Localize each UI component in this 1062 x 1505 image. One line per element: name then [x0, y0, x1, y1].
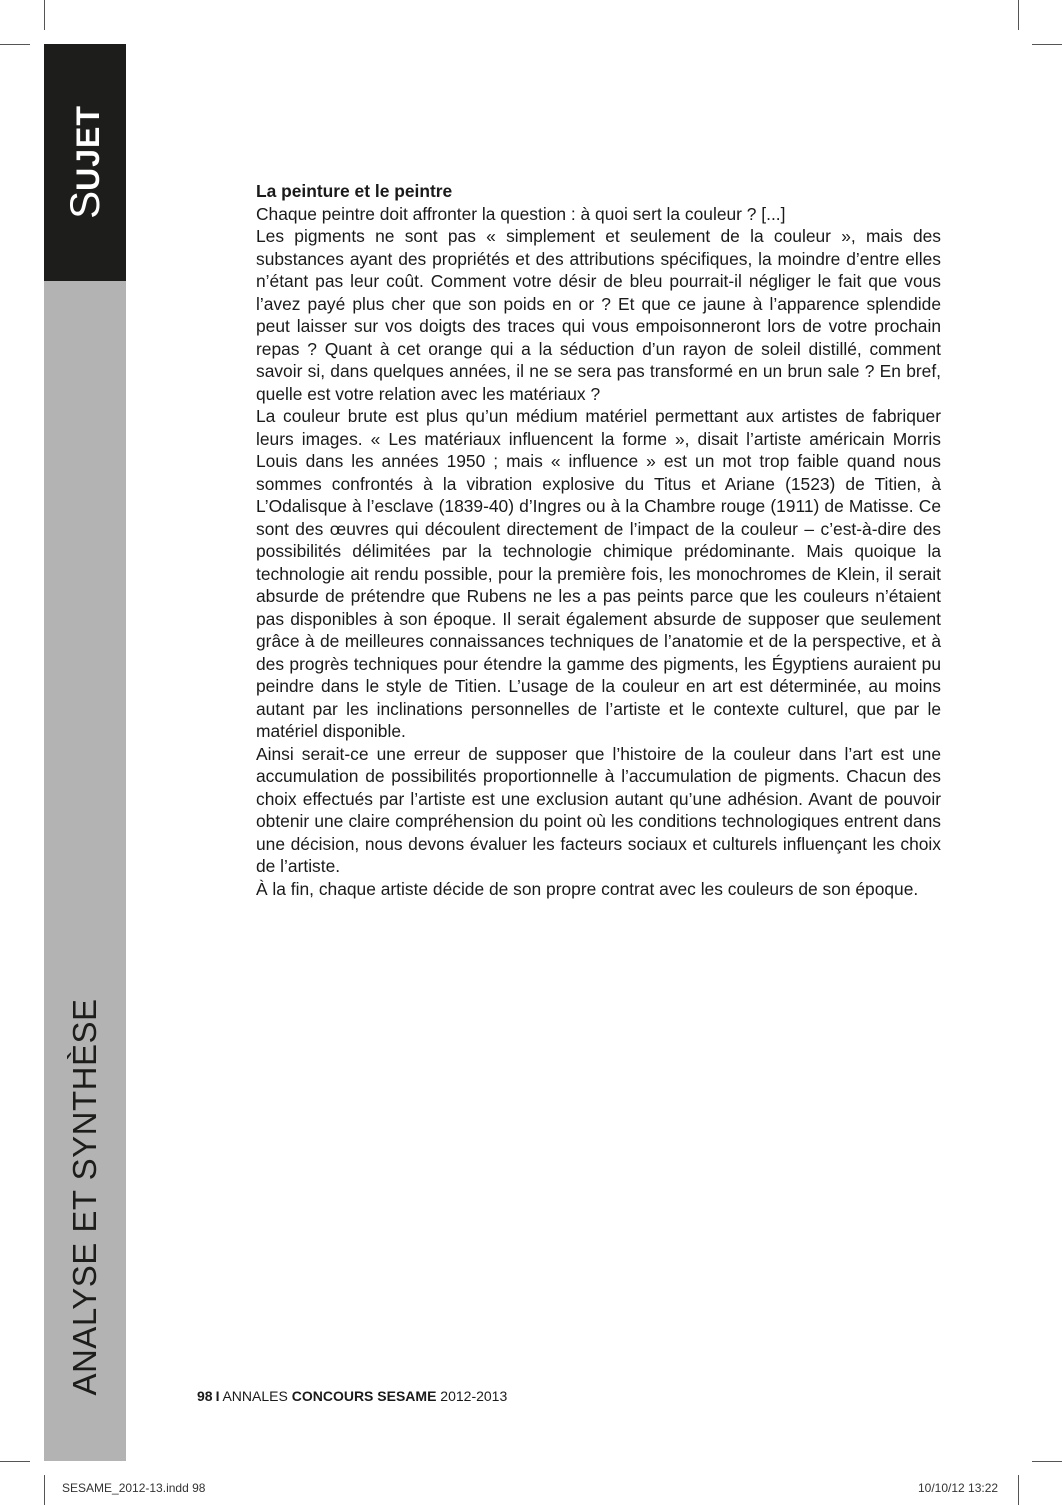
footer-years: 2012-2013: [440, 1388, 508, 1404]
article-paragraph: Chaque peintre doit affronter la question : à quoi sert la couleur ? [...]: [256, 203, 786, 224]
page-number: 98: [197, 1388, 213, 1404]
article-paragraph: La couleur brute est plus qu’un médium matériel permettant aux artistes de fabriquer leurs images. « Les matériaux influencent la forme », disait l’artiste américain Morris Louis dans les années 1950 ; mais « influence » est un mot trop faible quand nous sommes confrontés à la vibration explosive du Titus et Ariane (1523) de Titien, à L’Odalisque à l’esclave (1839-40) d’Ingres ou à la Chambre rouge (1911) de Matisse. Ce sont des œuvres qui découlent directement de l’impact de la couleur – c’est-à-dire des possibilités délimitées par la technologie chimique prédominante. Mais quoique la technologie ait rendu possible, pour la première fois, les monochromes de Klein, il serait absurde de prétendre que Rubens ne les a pas peints parce que les couleurs n’étaient pas disponibles à son époque. Il serait également absurde de supposer que seulement grâce à de meilleures connaissances techniques de l’anatomie et de la perspective, et à des progrès techniques pour étendre la gamme des pigments, les Égyptiens auraient pu peindre dans le style de Titien. L’usage de la couleur en art est déterminée, au moins autant par les inclinations personnelles de l’artiste et le contexte culturel, que par le matériel disponible.: [256, 406, 941, 741]
article-paragraph: À la fin, chaque artiste décide de son propre contrat avec les couleurs de son époque.: [256, 878, 919, 899]
crop-mark: [1032, 1461, 1062, 1462]
article-paragraph: Les pigments ne sont pas « simplement et seulement de la couleur », mais des substances ayant des propriétés et des attributions spécifiques, la moindre d’entre elles n’étant pas leur coût. Comment votre désir de bleu pourrait-il négliger le fait que vous l’avez payé plus cher que son poids en or ? Et que ce jaune à l’apparence splendide peut laisser sur vos doigts des traces qui vous empoisonneront lors de votre prochain repas ? Quant à cet orange qui a la séduction d’un rayon de soleil distillé, comment savoir si, dans quelques années, il ne se sera pas transformé en un brun sale ? En bref, quelle est votre relation avec les matériaux ?: [256, 226, 941, 404]
crop-mark: [0, 44, 30, 45]
crop-mark: [44, 1475, 45, 1505]
sujet-label: [61, 105, 108, 219]
article-title: La peinture et le peintre: [256, 181, 453, 201]
crop-mark: [1018, 1475, 1019, 1505]
crop-mark: [1032, 44, 1062, 45]
slug-file: SESAME_2012-13.indd 98: [62, 1481, 206, 1495]
slug-date: 10/10/12 13:22: [918, 1481, 999, 1495]
article: [256, 180, 941, 900]
footer-separator: I: [215, 1388, 220, 1404]
section-label: ANALYSE ET SYNTHÈSE: [66, 998, 103, 1396]
sujet-rest: UJET: [70, 105, 106, 191]
article-paragraph: Ainsi serait-ce une erreur de supposer que l’histoire de la couleur dans l’art est une accumulation de possibilités proportionnelle à l’accumulation de pigments. Chacun des choix effectués par l’artiste est une exclusion autant qu’une adhésion. Avant de pouvoir obtenir une claire compréhension du point où les conditions technologiques entrent dans une décision, nous devons évaluer les facteurs sociaux et culturels influençant les choix de l’artiste.: [256, 743, 941, 876]
crop-mark: [1018, 0, 1019, 30]
page-footer: [197, 1388, 507, 1404]
sujet-initial: S: [61, 190, 108, 219]
crop-mark: [44, 0, 45, 30]
footer-bold-title: CONCOURS SESAME: [291, 1388, 437, 1404]
footer-prefix: ANNALES: [222, 1388, 288, 1404]
crop-mark: [0, 1461, 30, 1462]
